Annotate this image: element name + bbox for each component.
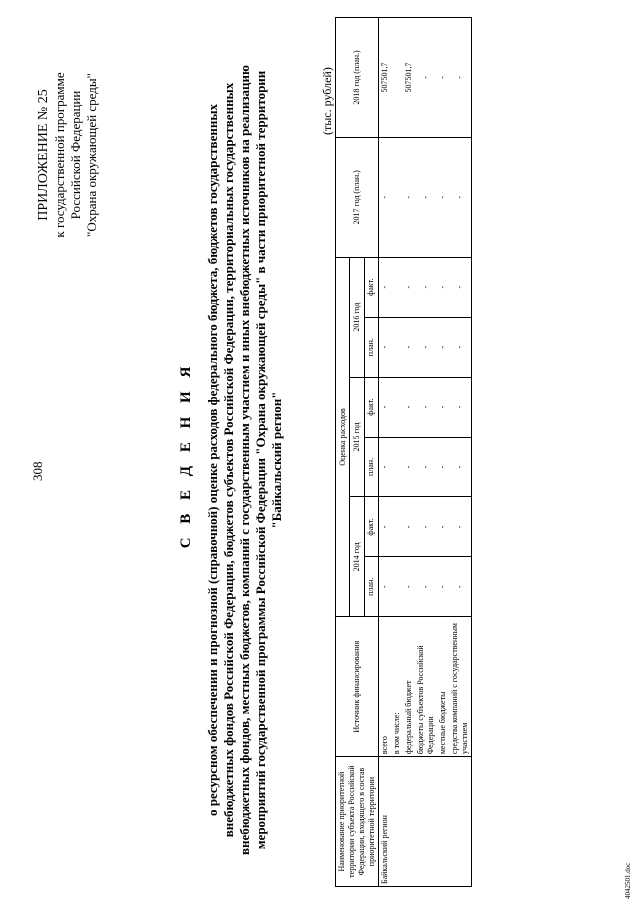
document-title: о ресурсном обеспечении и прогнозной (справочной) оценке расходов федерального бюджета, бюджетов государственных внебюджетных фондов Российской Федерации, бюджетов субъектов Российской Федерации, территориальных государственных внебюджетных фондов, местных бюджетов, компаний с государственным участием и иных внебюджетных источников на реализацию мероприятий государственной программы Российской Федерации "Охрана окружающей среды" в части приоритетной территории "Байкальский регион" bbox=[205, 65, 284, 855]
table-row bbox=[449, 18, 472, 887]
value-cell: - bbox=[403, 557, 415, 617]
territory-cell bbox=[449, 757, 472, 887]
header-year: 2014 год bbox=[350, 497, 364, 617]
source-cell: местные бюджеты bbox=[437, 617, 449, 757]
value-cell: - bbox=[415, 497, 437, 557]
header-estimate: Оценка расходов bbox=[336, 257, 350, 617]
header-fact: факт. bbox=[364, 497, 378, 557]
header-territory: Наименование приоритетной территории субъекта Российской Федерации, входящего в состав приоритетной территории bbox=[336, 757, 379, 887]
territory-cell bbox=[403, 757, 415, 887]
value-cell: 507501,7 bbox=[379, 18, 392, 138]
header-fact: факт. bbox=[364, 377, 378, 437]
value-cell: - bbox=[437, 557, 449, 617]
table-body bbox=[379, 18, 472, 887]
value-cell bbox=[391, 437, 403, 497]
value-cell: - bbox=[379, 257, 392, 317]
territory-cell bbox=[437, 757, 449, 887]
value-cell: - bbox=[437, 18, 449, 138]
appendix-line: "Охрана окружающей среды" bbox=[84, 73, 99, 237]
value-cell: - bbox=[415, 257, 437, 317]
header-plan: план. bbox=[364, 557, 378, 617]
table-row bbox=[379, 18, 392, 887]
value-cell: - bbox=[449, 557, 472, 617]
table-row bbox=[403, 18, 415, 887]
appendix-line: к государственной программе bbox=[52, 72, 67, 238]
header-year: 2016 год bbox=[350, 257, 364, 377]
header-source: Источник финансирования bbox=[336, 617, 379, 757]
funding-table bbox=[335, 17, 472, 887]
source-cell: средства компаний с государственным участием bbox=[449, 617, 472, 757]
header-plan: план. bbox=[364, 317, 378, 377]
appendix-number: ПРИЛОЖЕНИЕ № 25 bbox=[36, 89, 51, 221]
value-cell: - bbox=[379, 437, 392, 497]
source-cell: всего bbox=[379, 617, 392, 757]
units-label: (тыс. рублей) bbox=[320, 67, 334, 135]
value-cell bbox=[391, 497, 403, 557]
value-cell: - bbox=[449, 317, 472, 377]
value-cell bbox=[391, 317, 403, 377]
territory-cell bbox=[415, 757, 437, 887]
value-cell: - bbox=[379, 317, 392, 377]
table-row bbox=[391, 18, 403, 887]
value-cell: - bbox=[449, 437, 472, 497]
value-cell: - bbox=[403, 317, 415, 377]
value-cell: - bbox=[403, 437, 415, 497]
value-cell: - bbox=[415, 137, 437, 257]
value-cell: - bbox=[449, 18, 472, 138]
value-cell: - bbox=[449, 377, 472, 437]
source-cell: бюджеты субъектов Российской Федерации bbox=[415, 617, 437, 757]
value-cell: - bbox=[379, 497, 392, 557]
file-name: 4042501.doc bbox=[624, 862, 632, 899]
table-row bbox=[415, 18, 437, 887]
table-row bbox=[437, 18, 449, 887]
source-cell: федеральный бюджет bbox=[403, 617, 415, 757]
value-cell: - bbox=[403, 497, 415, 557]
appendix-header bbox=[36, 5, 100, 305]
document-heading: С В Е Д Е Н И Я bbox=[178, 361, 194, 549]
value-cell: - bbox=[379, 137, 392, 257]
header-plan: план. bbox=[364, 437, 378, 497]
header-2017: 2017 год (план.) bbox=[336, 137, 379, 257]
value-cell: - bbox=[437, 137, 449, 257]
value-cell: - bbox=[415, 557, 437, 617]
value-cell: - bbox=[379, 377, 392, 437]
value-cell bbox=[391, 257, 403, 317]
value-cell: - bbox=[415, 317, 437, 377]
value-cell: - bbox=[437, 437, 449, 497]
value-cell: - bbox=[403, 257, 415, 317]
header-year: 2015 год bbox=[350, 377, 364, 497]
value-cell bbox=[391, 377, 403, 437]
value-cell bbox=[391, 557, 403, 617]
appendix-line: Российской Федерации bbox=[68, 90, 83, 220]
value-cell: - bbox=[437, 317, 449, 377]
value-cell: - bbox=[449, 137, 472, 257]
value-cell: - bbox=[437, 377, 449, 437]
value-cell: - bbox=[403, 137, 415, 257]
value-cell bbox=[391, 137, 403, 257]
page-number: 308 bbox=[30, 461, 45, 481]
value-cell: - bbox=[437, 497, 449, 557]
value-cell: - bbox=[449, 497, 472, 557]
value-cell: - bbox=[403, 377, 415, 437]
value-cell: - bbox=[415, 18, 437, 138]
value-cell: - bbox=[449, 257, 472, 317]
value-cell: - bbox=[437, 257, 449, 317]
territory-cell: Байкальский регион bbox=[379, 757, 392, 887]
header-2018: 2018 год (план.) bbox=[336, 18, 379, 138]
source-cell: в том числе: bbox=[391, 617, 403, 757]
value-cell bbox=[391, 18, 403, 138]
header-fact: факт. bbox=[364, 257, 378, 317]
value-cell: 507501,7 bbox=[403, 18, 415, 138]
value-cell: - bbox=[415, 437, 437, 497]
territory-cell bbox=[391, 757, 403, 887]
value-cell: - bbox=[415, 377, 437, 437]
value-cell: - bbox=[379, 557, 392, 617]
